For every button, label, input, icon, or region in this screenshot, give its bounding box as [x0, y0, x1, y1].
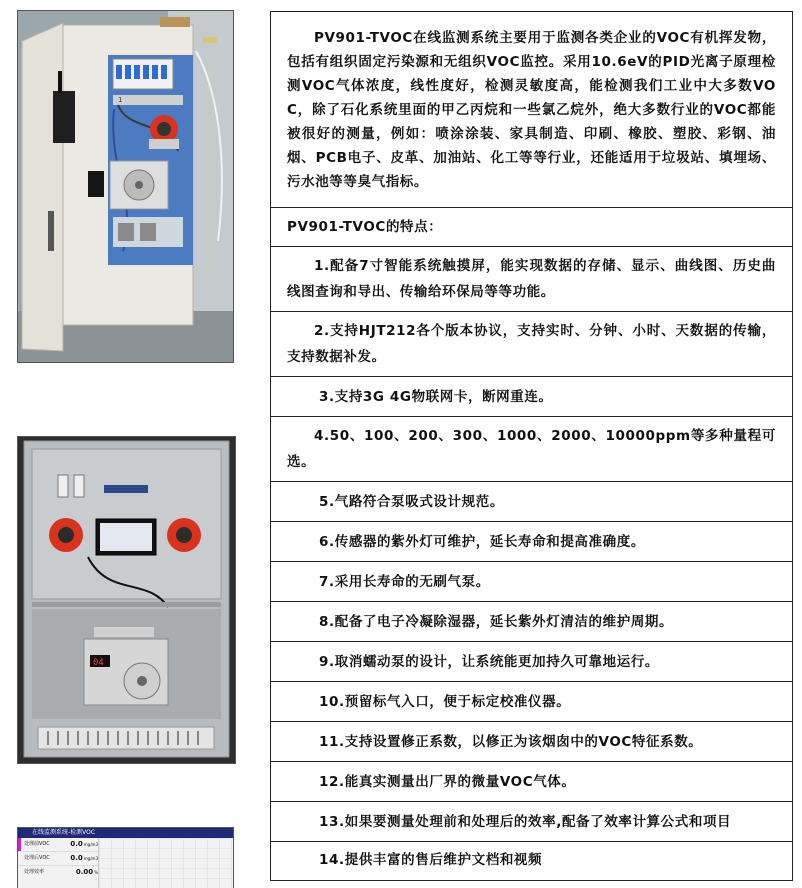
- screen-row-value: 0.00: [75, 868, 94, 876]
- spec-table: [270, 11, 793, 881]
- terminal-label: 1: [118, 96, 123, 104]
- features-heading: PV901-TVOC的特点：: [271, 208, 793, 247]
- screen-row-2: [18, 851, 98, 865]
- features-heading-row: [271, 208, 793, 247]
- screen-row-unit: %: [94, 870, 98, 875]
- cabinet-illustration-2: [18, 437, 235, 763]
- feature-row: [271, 722, 793, 762]
- feature-row: [271, 522, 793, 562]
- feature-item-6: 6.传感器的紫外灯可维护，延长寿命和提高准确度。: [271, 522, 793, 562]
- feature-item-12: 12.能真实测量出厂界的微量VOC气体。: [271, 762, 793, 802]
- feature-row: [271, 377, 793, 417]
- feature-item-1: 1.配备7寸智能系统触摸屏，能实现数据的存储、显示、曲线图、历史曲线图查询和导出、传输给环保局等等功能。: [271, 247, 793, 312]
- feature-row: [271, 682, 793, 722]
- feature-item-4: 4.50、100、200、300、1000、2000、10000ppm等多种量程可选。: [271, 417, 793, 482]
- intro-row: [271, 12, 793, 208]
- screen-row-1: [18, 838, 98, 851]
- screen-header: [18, 828, 233, 838]
- feature-row: [271, 642, 793, 682]
- cabinet-photo-1: [17, 10, 234, 363]
- screen-row-unit: mg/m3: [83, 842, 98, 847]
- screen-row-label: 处理后VOC: [24, 855, 50, 861]
- cabinet-illustration-1: [18, 11, 233, 362]
- screen-row-label: 处理前VOC: [24, 841, 50, 847]
- screen-row-value: 0.0: [70, 854, 83, 862]
- feature-row: [271, 762, 793, 802]
- feature-row: [271, 417, 793, 482]
- screen-row-unit: mg/m3: [83, 856, 98, 861]
- feature-item-7: 7.采用长寿命的无刷气泵。: [271, 562, 793, 602]
- feature-item-2: 2.支持HJT212各个版本协议，支持实时、分钟、小时、天数据的传输，支持数据补发。: [271, 312, 793, 377]
- feature-item-5: 5.气路符合泵吸式设计规范。: [271, 482, 793, 522]
- feature-item-9: 9.取消蠕动泵的设计，让系统能更加持久可靠地运行。: [271, 642, 793, 682]
- screen-chart-area: [99, 838, 233, 888]
- feature-item-14: 14.提供丰富的售后维护文档和视频: [271, 842, 793, 881]
- intro-text: PV901-TVOC在线监测系统主要用于监测各类企业的VOC有机挥发物，包括有组织固定污染源和无组织VOC监控。采用10.6eV的PID光离子原理检测VOC气体浓度，线性度好，检测灵敏度高，能检测我们工业中大多数VOC，除了石化系统里面的甲乙丙烷和一些氯乙烷外，绝大多数行业的VOC都能被很好的测量，例如：喷涂涂装、家具制造、印刷、橡胶、塑胶、彩钢、油烟、PCB电子、皮革、加油站、化工等等行业，还能适用于垃圾站、填埋场、污水池等等臭气指标。: [271, 12, 793, 208]
- feature-item-8: 8.配备了电子冷凝除湿器，延长紫外灯清洁的维护周期。: [271, 602, 793, 642]
- cabinet-photo-2: [17, 436, 236, 764]
- screen-row-3: [18, 865, 98, 879]
- screen-left-panel: [18, 838, 99, 888]
- feature-row: [271, 247, 793, 312]
- feature-row: [271, 842, 793, 881]
- feature-item-10: 10.预留标气入口，便于标定校准仪器。: [271, 682, 793, 722]
- screen-photo: [17, 827, 234, 888]
- feature-item-11: 11.支持设置修正系数，以修正为该烟囱中的VOC特征系数。: [271, 722, 793, 762]
- screen-row-value: 0.0: [70, 840, 83, 848]
- feature-item-3: 3.支持3G 4G物联网卡，断网重连。: [271, 377, 793, 417]
- temp-display: 04: [93, 658, 104, 668]
- feature-row: [271, 312, 793, 377]
- screen-title: 在线监测系统-检测VOC: [32, 829, 96, 836]
- feature-row: [271, 562, 793, 602]
- feature-row: [271, 602, 793, 642]
- feature-item-13: 13.如果要测量处理前和处理后的效率,配备了效率计算公式和项目: [271, 802, 793, 842]
- screen-body: [18, 838, 233, 888]
- feature-row: [271, 802, 793, 842]
- feature-row: [271, 482, 793, 522]
- screen-row-label: 处理效率: [24, 869, 45, 875]
